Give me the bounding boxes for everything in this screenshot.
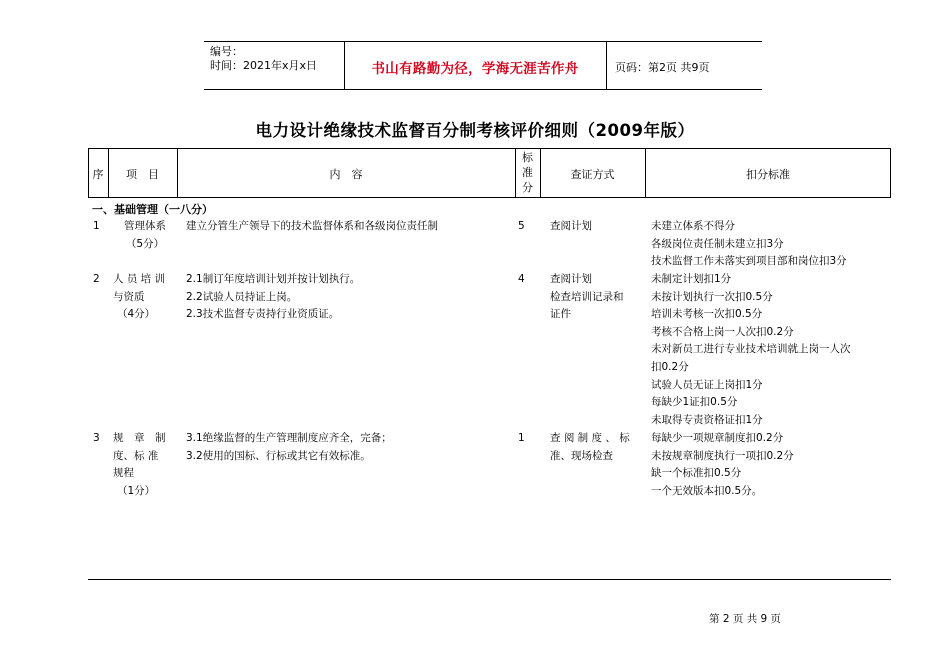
row-item [113, 218, 177, 253]
header-meta [210, 45, 317, 73]
row-content [186, 271, 360, 324]
row-deduction [651, 218, 847, 271]
row-deduction-line: 未制定计划扣1分 [651, 273, 732, 285]
row-deduction-line: 各级岗位责任制未建立扣3分 [651, 237, 784, 250]
row-deduction-line: 扣0.2分 [651, 360, 689, 373]
doc-number: 编号： [210, 45, 243, 58]
row-content-line: 2.3技术监督专责持行业资质证。 [186, 308, 340, 321]
row-deduction-line: 技术监督工作未落实到项目部和岗位扣3分 [651, 255, 847, 268]
row-score: 4 [518, 273, 525, 285]
row-item-line: 人 员 培 训 [113, 273, 166, 285]
header-seq: 序 [92, 168, 104, 181]
row-item [113, 271, 177, 324]
row-item-line: 管理体系 [124, 220, 166, 232]
row-deduction-line: 未取得专责资格证扣1分 [651, 413, 763, 426]
row-item-line: 规 章 制 [113, 432, 166, 444]
row-content [186, 430, 392, 465]
row-deduction-line: 每缺少1证扣0.5分 [651, 396, 738, 409]
header-content: 内 容 [329, 168, 363, 181]
header-divider-left [344, 42, 345, 89]
header-standard-score-char: 分 [522, 181, 533, 194]
header-page-code: 页码：第2页 共9页 [615, 61, 710, 74]
header-item: 项 目 [126, 168, 159, 181]
row-item [113, 430, 177, 500]
row-method [550, 218, 592, 236]
row-item-line: （5分） [125, 237, 165, 250]
row-deduction [651, 271, 851, 429]
row-method-line: 证件 [550, 308, 571, 321]
row-deduction-line: 未按计划执行一次扣0.5分 [651, 290, 773, 303]
header-divider-right [606, 42, 607, 89]
row-item-line: （1分） [117, 484, 156, 497]
row-method-line: 查 阅 制 度 、 标 [550, 432, 630, 444]
row-deduction-line: 缺一个标准扣0.5分 [651, 467, 742, 480]
row-method-line: 准、现场检查 [550, 449, 613, 462]
row-method-line: 查阅计划 [550, 220, 592, 232]
row-method [550, 271, 624, 324]
row-deduction-line: 试验人员无证上岗扣1分 [651, 378, 763, 391]
row-content-line: 3.2使用的国标、行标或其它有效标准。 [186, 449, 371, 462]
row-item-line: （4分） [117, 308, 156, 321]
row-deduction-line: 未建立体系不得分 [651, 220, 735, 232]
row-method-line: 查阅计划 [550, 273, 592, 285]
header-standard-score [515, 150, 540, 195]
header-motto: 书山有路勤为径，学海无涯苦作舟 [371, 61, 579, 77]
row-item-line: 度、标 准 [113, 449, 159, 462]
row-score: 1 [518, 432, 525, 444]
doc-time: 时间：2021年x月x日 [210, 59, 318, 72]
table-bottom-rule [88, 579, 891, 580]
row-content-line: 3.1绝缘监督的生产管理制度应齐全，完备； [186, 432, 392, 444]
row-content [186, 218, 438, 236]
row-content-line: 2.1制订年度培训计划并按计划执行。 [186, 273, 361, 285]
row-seq: 3 [93, 432, 100, 444]
section-heading: 一、基础管理（一八分） [92, 203, 213, 216]
row-deduction-line: 一个无效版本扣0.5分。 [651, 484, 763, 497]
row-deduction-line: 每缺少一项规章制度扣0.2分 [651, 432, 784, 444]
page-footer: 第 2 页 共 9 页 [709, 613, 782, 625]
header-standard-score-char: 准 [522, 166, 533, 179]
header-deduction: 扣分标准 [746, 168, 790, 181]
document-title: 电力设计绝缘技术监督百分制考核评价细则（2009年版） [255, 121, 695, 140]
header-bottom-rule [204, 89, 762, 90]
row-content-line: 建立分管生产领导下的技术监督体系和各级岗位责任制 [186, 220, 438, 232]
row-deduction-line: 未对新员工进行专业技术培训就上岗一人次 [651, 343, 851, 356]
row-seq: 2 [93, 273, 100, 285]
row-score: 5 [518, 220, 525, 232]
row-deduction-line: 未按规章制度执行一项扣0.2分 [651, 449, 794, 462]
row-deduction-line: 培训未考核一次扣0.5分 [651, 308, 763, 321]
row-deduction [651, 430, 794, 500]
header-method: 查证方式 [570, 168, 615, 181]
row-content-line: 2.2试验人员持证上岗。 [186, 290, 298, 303]
row-item-line: 规程 [113, 467, 134, 480]
row-item-line: 与资质 [113, 290, 145, 303]
row-seq: 1 [93, 220, 100, 232]
header-top-rule [204, 41, 762, 42]
row-method-line: 检查培训记录和 [550, 290, 624, 303]
row-deduction-line: 考核不合格上岗一人次扣0.2分 [651, 325, 794, 338]
row-method [550, 430, 630, 465]
header-standard-score-char: 标 [522, 151, 533, 164]
